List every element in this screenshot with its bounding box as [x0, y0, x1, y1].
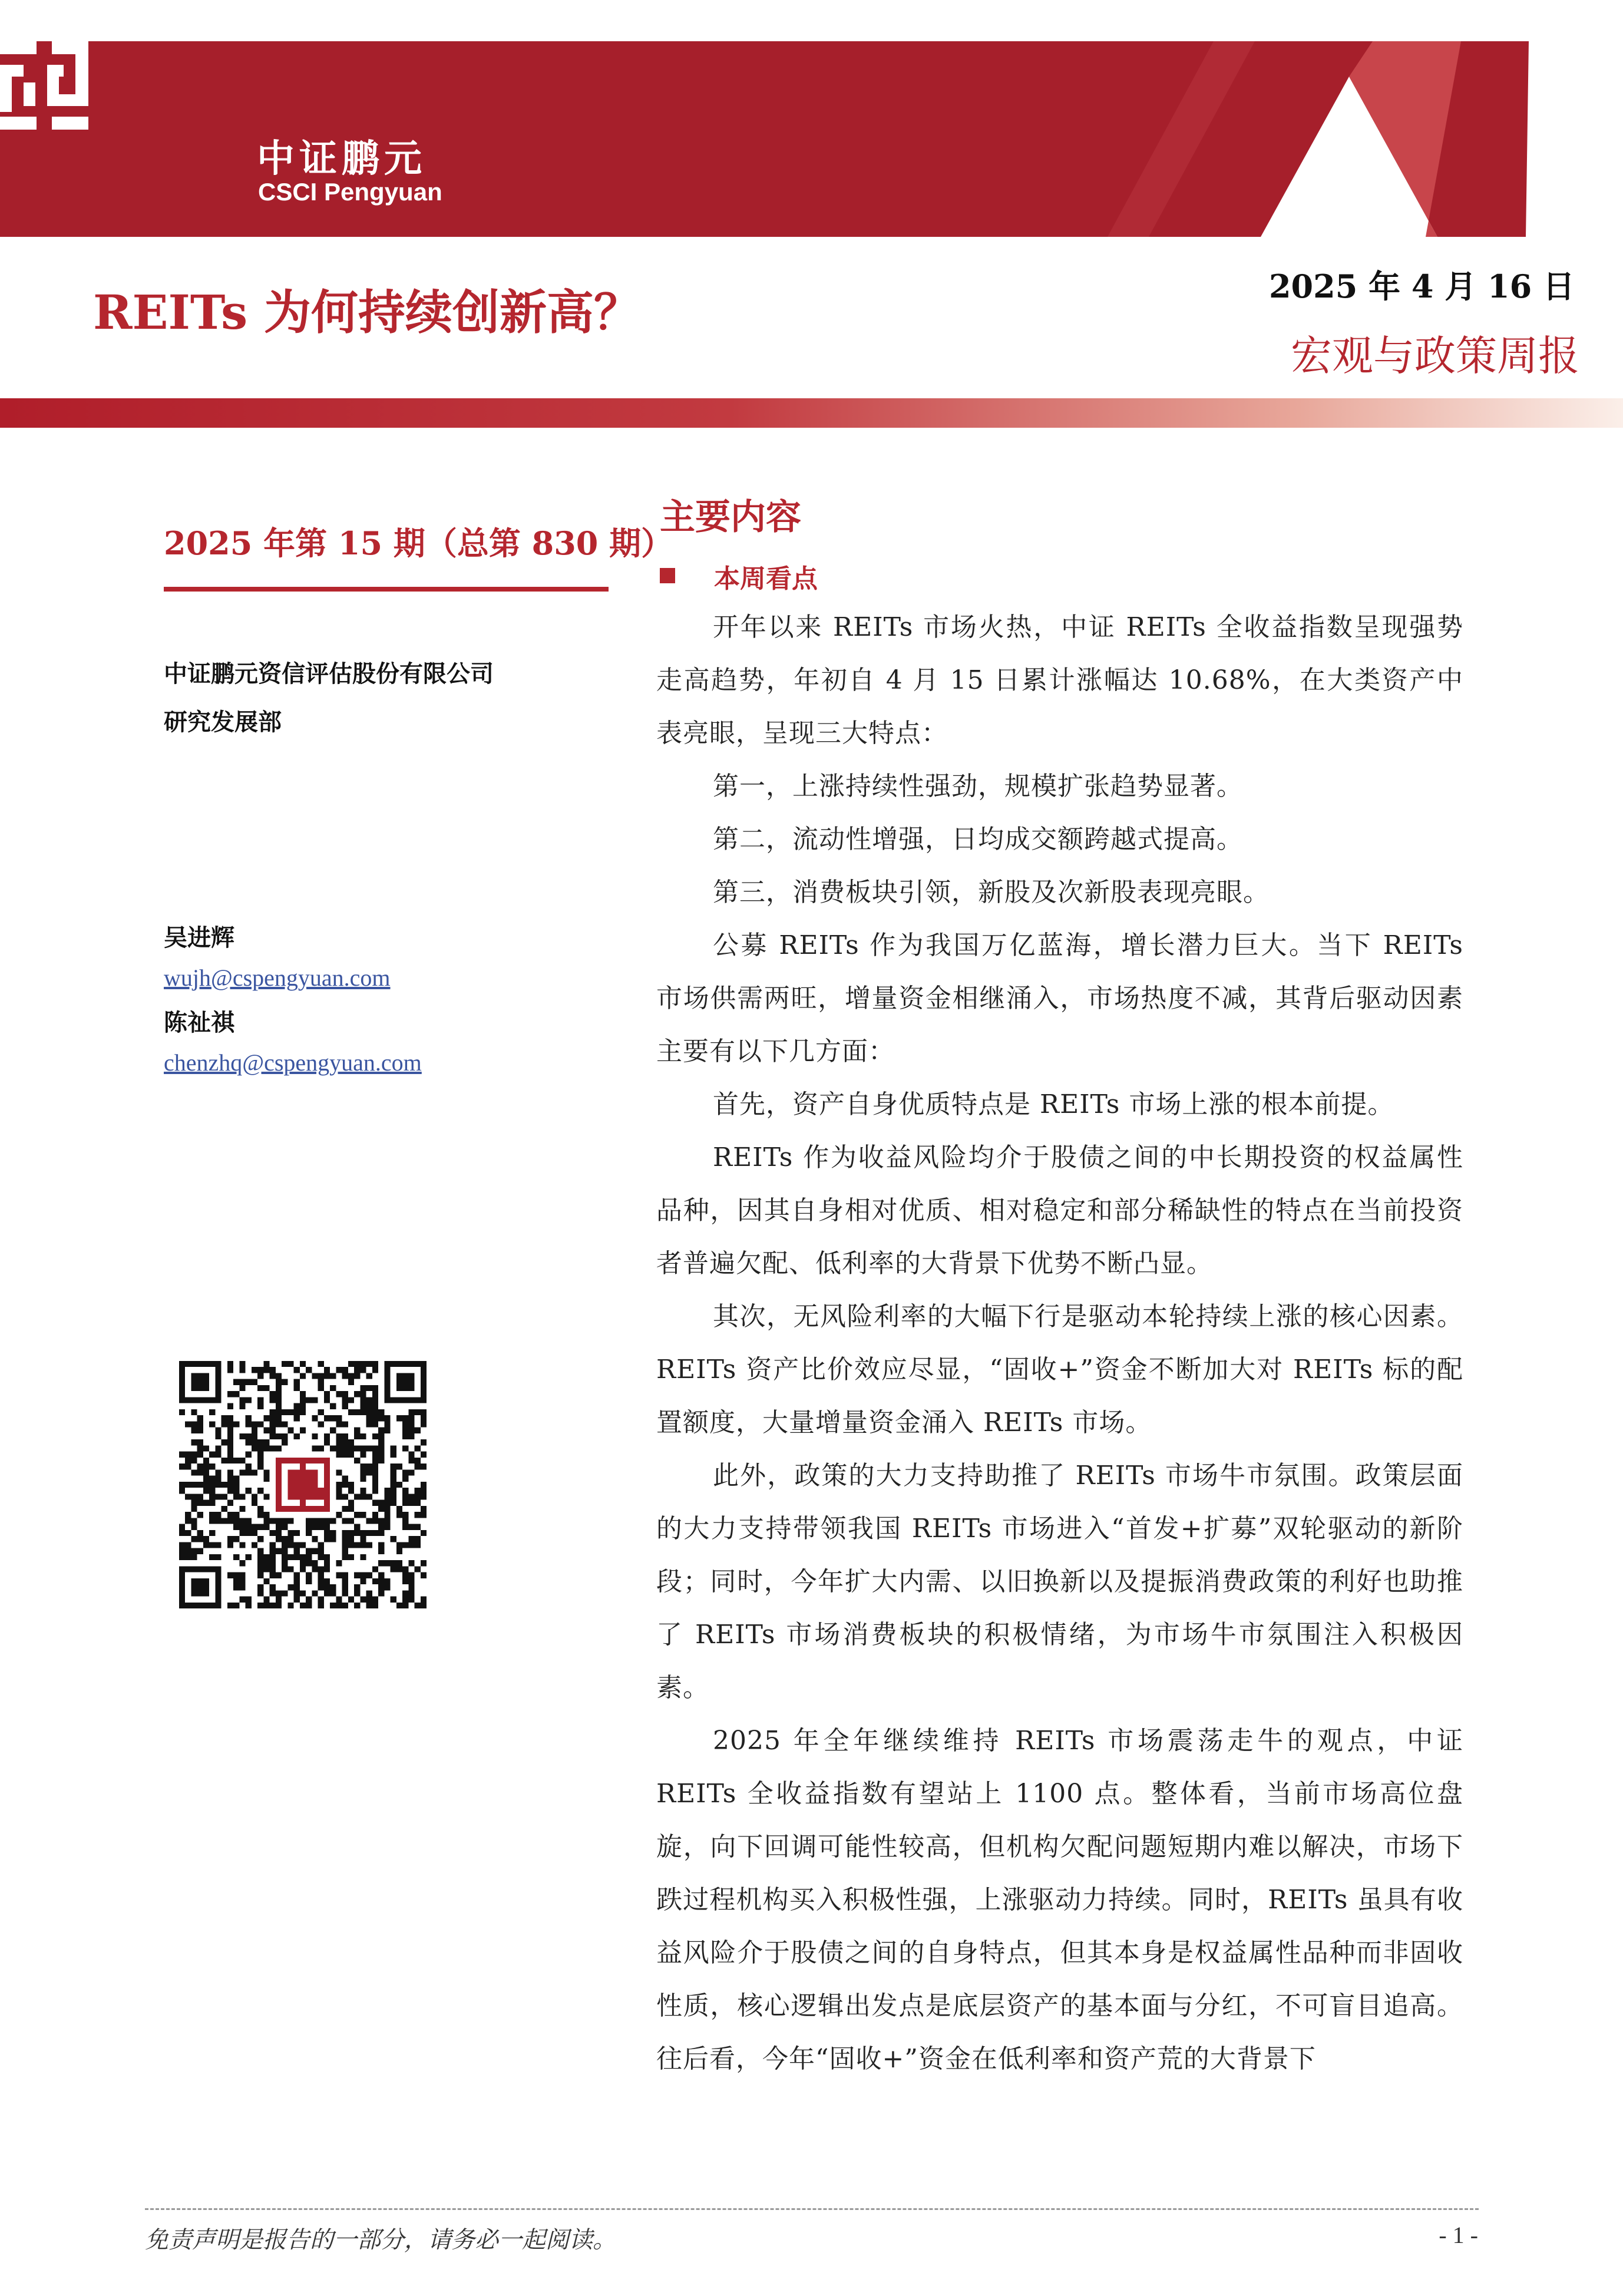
paragraph: 第一，上涨持续性强劲，规模扩张趋势显著。: [713, 771, 1243, 801]
paragraph: 第二，流动性增强，日均成交额跨越式提高。: [713, 824, 1243, 854]
brand-name-en: CSCI Pengyuan: [258, 178, 442, 206]
author-name: 陈祉祺: [164, 1009, 234, 1036]
paragraph: 此外，政策的大力支持助推了 REITs 市场牛市氛围。政策层面的大力支持带领我国 REITs 市场进入“首发+扩募”双轮驱动的新阶段；同时，今年扩大内需、以旧换新以及提振消费政策的利好也助推了 REITs 市场消费板块的积极情绪，为市场牛市氛围注入积极因素。: [656, 1461, 1463, 1703]
report-date: 2025 年 4 月 16 日: [1268, 267, 1575, 305]
main-content-heading: 主要内容: [660, 497, 801, 538]
paragraph: 2025 年全年继续维持 REITs 市场震荡走牛的观点，中证 REITs 全收益指数有望站上 1100 点。整体看，当前市场高位盘旋，向下回调可能性较高，但机构欠配问题短期内难以解决，市场下跌过程机构买入积极性强，上涨驱动力持续。同时，REITs 虽具有收益风险介于股债之间的自身特点，但其本身是权益属性品种而非固收性质，核心逻辑出发点是底层资产的基本面与分红，不可盲目追高。往后看，今年“固收+”资金在低利率和资产荒的大背景下: [656, 1726, 1463, 2074]
report-type: 宏观与政策周报: [1291, 332, 1579, 380]
footer-disclaimer: 免责声明是报告的一部分，请务必一起阅读。: [145, 2226, 616, 2254]
author-name: 吴进辉: [164, 924, 234, 952]
report-title: REITs 为何持续创新高？: [93, 285, 641, 340]
author-email-link[interactable]: wujh@cspengyuan.com: [164, 964, 391, 991]
paragraph: 公募 REITs 作为我国万亿蓝海，增长潜力巨大。当下 REITs 市场供需两旺，增量资金相继涌入，市场热度不减，其背后驱动因素主要有以下几方面：: [656, 930, 1463, 1066]
paragraph: 开年以来 REITs 市场火热，中证 REITs 全收益指数呈现强势走高趋势，年初自 4 月 15 日累计涨幅达 10.68%，在大类资产中表亮眼，呈现三大特点：: [656, 612, 1463, 748]
csci-logo-icon: [0, 41, 88, 130]
paragraph: 第三，消费板块引领，新股及次新股表现亮眼。: [713, 877, 1270, 907]
issue-number: 2025 年第 15 期（总第 830 期）: [164, 524, 673, 562]
main-body: [656, 601, 1463, 2086]
header-band: [0, 41, 1623, 237]
header-divider-bar: [0, 398, 1623, 428]
issue-divider: [164, 587, 609, 592]
paragraph: REITs 作为收益风险均介于股债之间的中长期投资的权益属性品种，因其自身相对优质、相对稳定和部分稀缺性的特点在当前投资者普遍欠配、低利率的大背景下优势不断凸显。: [656, 1142, 1463, 1279]
organization-name: 中证鹏元资信评估股份有限公司: [164, 660, 494, 688]
author-email-link[interactable]: chenzhq@cspengyuan.com: [164, 1049, 422, 1076]
footer-divider: [145, 2208, 1479, 2210]
section-bullet-icon: [660, 568, 675, 583]
paragraph: 其次，无风险利率的大幅下行是驱动本轮持续上涨的核心因素。REITs 资产比价效应尽显，“固收+”资金不断加大对 REITs 标的配置额度，大量增量资金涌入 REITs 市场。: [656, 1301, 1463, 1438]
section-heading: 本周看点: [714, 564, 818, 594]
page-number: - 1 -: [1439, 2222, 1478, 2248]
header-band-graphic: [0, 41, 1623, 237]
paragraph: 首先，资产自身优质特点是 REITs 市场上涨的根本前提。: [713, 1089, 1394, 1119]
department-name: 研究发展部: [164, 709, 282, 736]
brand-name-cn: 中证鹏元: [257, 137, 427, 181]
qr-code-icon[interactable]: [179, 1361, 427, 1608]
